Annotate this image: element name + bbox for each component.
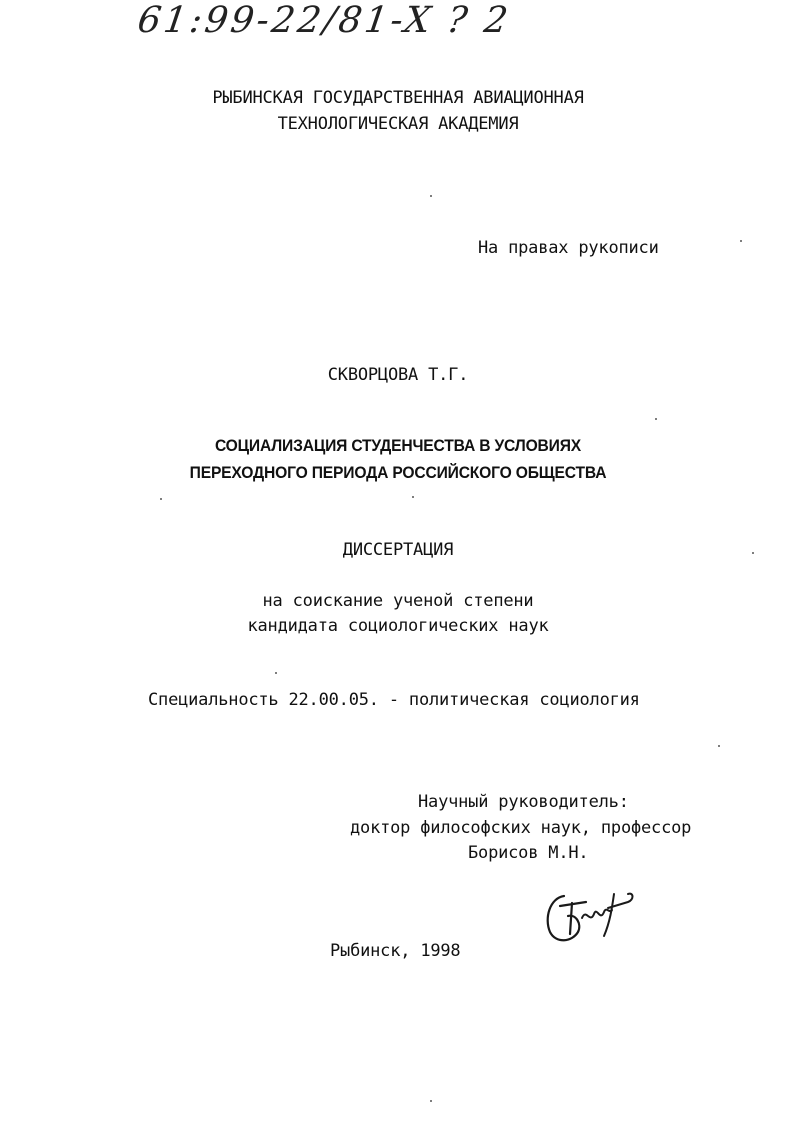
scan-speck — [752, 552, 754, 554]
degree-line-1: на соискание ученой степени — [262, 591, 534, 611]
scan-speck — [412, 496, 414, 498]
specialty-line: Специальность 22.00.05. - политическая социология — [148, 690, 640, 710]
dissertation-title-line-1: СОЦИАЛИЗАЦИЯ СТУДЕНЧЕСТВА В УСЛОВИЯХ — [214, 436, 582, 455]
scan-speck — [430, 195, 432, 197]
scan-speck — [430, 1100, 432, 1102]
dissertation-title-line-2: ПЕРЕХОДНОГО ПЕРИОДА РОССИЙСКОГО ОБЩЕСТВА — [189, 463, 607, 482]
scan-speck — [718, 745, 720, 747]
manuscript-rights-note: На правах рукописи — [478, 238, 659, 258]
handwritten-signature — [542, 884, 642, 946]
institution-line-2: ТЕХНОЛОГИЧЕСКАЯ АКАДЕМИЯ — [277, 114, 519, 134]
institution-line-1: РЫБИНСКАЯ ГОСУДАРСТВЕННАЯ АВИАЦИОННАЯ — [212, 88, 584, 108]
scan-speck — [655, 418, 657, 420]
supervisor-label: Научный руководитель: — [418, 792, 629, 812]
author-name: СКВОРЦОВА Т.Г. — [327, 365, 469, 385]
supervisor-title: доктор философских наук, профессор — [350, 818, 692, 838]
degree-line-2: кандидата социологических наук — [247, 616, 549, 636]
scan-speck — [740, 240, 742, 242]
supervisor-name: Борисов М.Н. — [468, 843, 589, 863]
scan-speck — [275, 672, 277, 674]
place-and-year: Рыбинск, 1998 — [330, 941, 461, 961]
handwritten-archive-code: 61:99-22/81-X ? 2 — [135, 0, 514, 41]
document-type: ДИССЕРТАЦИЯ — [342, 540, 454, 560]
scan-speck — [160, 498, 162, 500]
